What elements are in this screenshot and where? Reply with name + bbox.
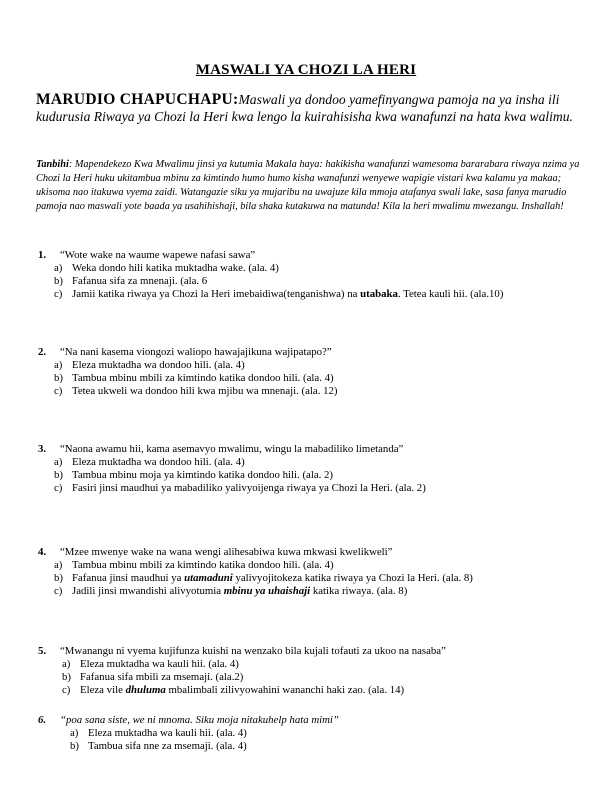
- page-title: MASWALI YA CHOZI LA HERI: [195, 62, 417, 78]
- item-letter: a): [54, 559, 63, 572]
- item-text: Tambua sifa nne za msemaji. (ala. 4): [88, 740, 247, 753]
- question-stem: “poa sana siste, we ni mnoma. Siku moja nitakuhelp hata mimi”: [60, 714, 339, 726]
- item-text: Tambua mbinu mbili za kimtindo katika dondoo hili. (ala. 4): [72, 559, 334, 572]
- item-text: Weka dondo hili katika muktadha wake. (ala. 4): [72, 262, 279, 275]
- item-emphasis: mbinu ya uhaishaji: [223, 585, 311, 598]
- item-letter: a): [70, 727, 79, 740]
- item-letter: c): [54, 482, 63, 495]
- item-text-pre: Jamii katika riwaya ya Chozi la Heri imebaidiwa(tenganishwa) na: [72, 288, 361, 301]
- intro-text: Maswali ya dondoo yamefinyangwa pamoja na ya insha ili kudurusia Riwaya ya Chozi la Heri kwa lengo la kuirahisisha kwa wanafunzi na hata kwa walimu.: [36, 92, 573, 124]
- item-text: Fafanua sifa za mnenaji. (ala. 6: [72, 275, 208, 288]
- question-number: 4.: [38, 546, 47, 558]
- question-number: 3.: [38, 443, 47, 455]
- note-label: Tanbihi: [36, 159, 69, 170]
- question-5: [38, 645, 583, 697]
- item-text: Tetea ukweli wa dondoo hili kwa mjibu wa mnenaji. (ala. 12): [72, 385, 338, 398]
- question-stem: “Mwanangu ni vyema kujifunza kuishi na wenzako bila kujali tofauti za ukoo na nasaba”: [60, 645, 446, 657]
- item-text: Eleza muktadha wa kauli hii. (ala. 4): [80, 658, 239, 671]
- question-4: [38, 546, 583, 598]
- question-stem: “Mzee mwenye wake na wana wengi alihesabiwa kuwa mkwasi kwelikweli”: [60, 546, 393, 558]
- question-2: [38, 346, 583, 398]
- intro-lead: MARUDIO CHAPUCHAPU:: [36, 91, 239, 108]
- item-text: Eleza muktadha wa dondoo hili. (ala. 4): [72, 359, 245, 372]
- item-letter: b): [54, 469, 63, 482]
- item-emphasis: utabaka: [360, 288, 398, 301]
- item-letter: c): [62, 684, 71, 697]
- item-letter: a): [54, 359, 63, 372]
- item-letter: b): [54, 275, 63, 288]
- item-text-pre: Fafanua jinsi maudhui ya: [72, 572, 185, 585]
- question-6: [38, 714, 583, 753]
- item-text-post: mbalimbali zilivyowahini wananchi haki zao. (ala. 14): [165, 684, 405, 697]
- question-stem: “Na nani kasema viongozi waliopo hawajajikuna wajipatapo?”: [60, 346, 332, 358]
- item-letter: c): [54, 585, 63, 598]
- item-text-pre: Eleza vile: [80, 684, 126, 697]
- item-letter: c): [54, 385, 63, 398]
- item-text: Tambua mbinu moja ya kimtindo katika dondoo hili. (ala. 2): [72, 469, 334, 482]
- item-letter: b): [54, 572, 63, 585]
- item-text-pre: Jadili jinsi mwandishi alivyotumia: [72, 585, 224, 598]
- note-text: : Mapendekezo Kwa Mwalimu jinsi ya kutumia Makala haya: hakikisha wanafunzi wamesoma bararabara riwaya nzima ya Chozi la Heri huku ukitambua mbinu za kimtindo humo humo kisha wanafunzi wenyewe wapigie vistari kwa kalamu ya makaa; ukisoma nao itakuwa vyema zaidi. Watangazie siku ya mujaribu na uwajuze kila mmoja atafanya swali lake, sasa fanya marudio pamoja nao maswali yote baada ya usahihishaji, bila shaka kutakuwa na matunda! Kila la heri mwalimu mwezangu. Inshallah!: [36, 159, 580, 212]
- item-letter: b): [70, 740, 79, 753]
- item-text: Tambua mbinu mbili za kimtindo katika dondoo hili. (ala. 4): [72, 372, 334, 385]
- question-3: [38, 443, 583, 495]
- question-number: 1.: [38, 249, 47, 261]
- item-letter: a): [54, 456, 63, 469]
- question-stem: “Naona awamu hii, kama asemavyo mwalimu, wingu la mabadiliko limetanda”: [60, 443, 404, 455]
- item-emphasis: dhuluma: [125, 684, 166, 697]
- question-number: 6.: [38, 714, 47, 726]
- item-letter: b): [54, 372, 63, 385]
- item-text-post: yalivyojitokeza katika riwaya ya Chozi la Heri. (ala. 8): [232, 572, 473, 585]
- item-letter: b): [62, 671, 71, 684]
- item-letter: a): [54, 262, 63, 275]
- item-text-post: katika riwaya. (ala. 8): [310, 585, 408, 598]
- item-text-post: . Tetea kauli hii. (ala.10): [397, 288, 504, 301]
- question-1: [38, 249, 583, 301]
- intro-paragraph: [36, 92, 581, 125]
- item-text: Eleza muktadha wa dondoo hili. (ala. 4): [72, 456, 245, 469]
- question-stem: “Wote wake na waume wapewe nafasi sawa”: [60, 249, 256, 261]
- item-text: Fafanua sifa mbili za msemaji. (ala.2): [80, 671, 244, 684]
- item-letter: c): [54, 288, 63, 301]
- question-number: 5.: [38, 645, 47, 657]
- note-paragraph: [36, 158, 581, 214]
- question-number: 2.: [38, 346, 47, 358]
- item-text: Fasiri jinsi maudhui ya mabadiliko yalivyoijenga riwaya ya Chozi la Heri. (ala. 2): [72, 482, 426, 495]
- item-text: Eleza muktadha wa kauli hii. (ala. 4): [88, 727, 247, 740]
- item-emphasis: utamaduni: [184, 572, 233, 585]
- item-letter: a): [62, 658, 71, 671]
